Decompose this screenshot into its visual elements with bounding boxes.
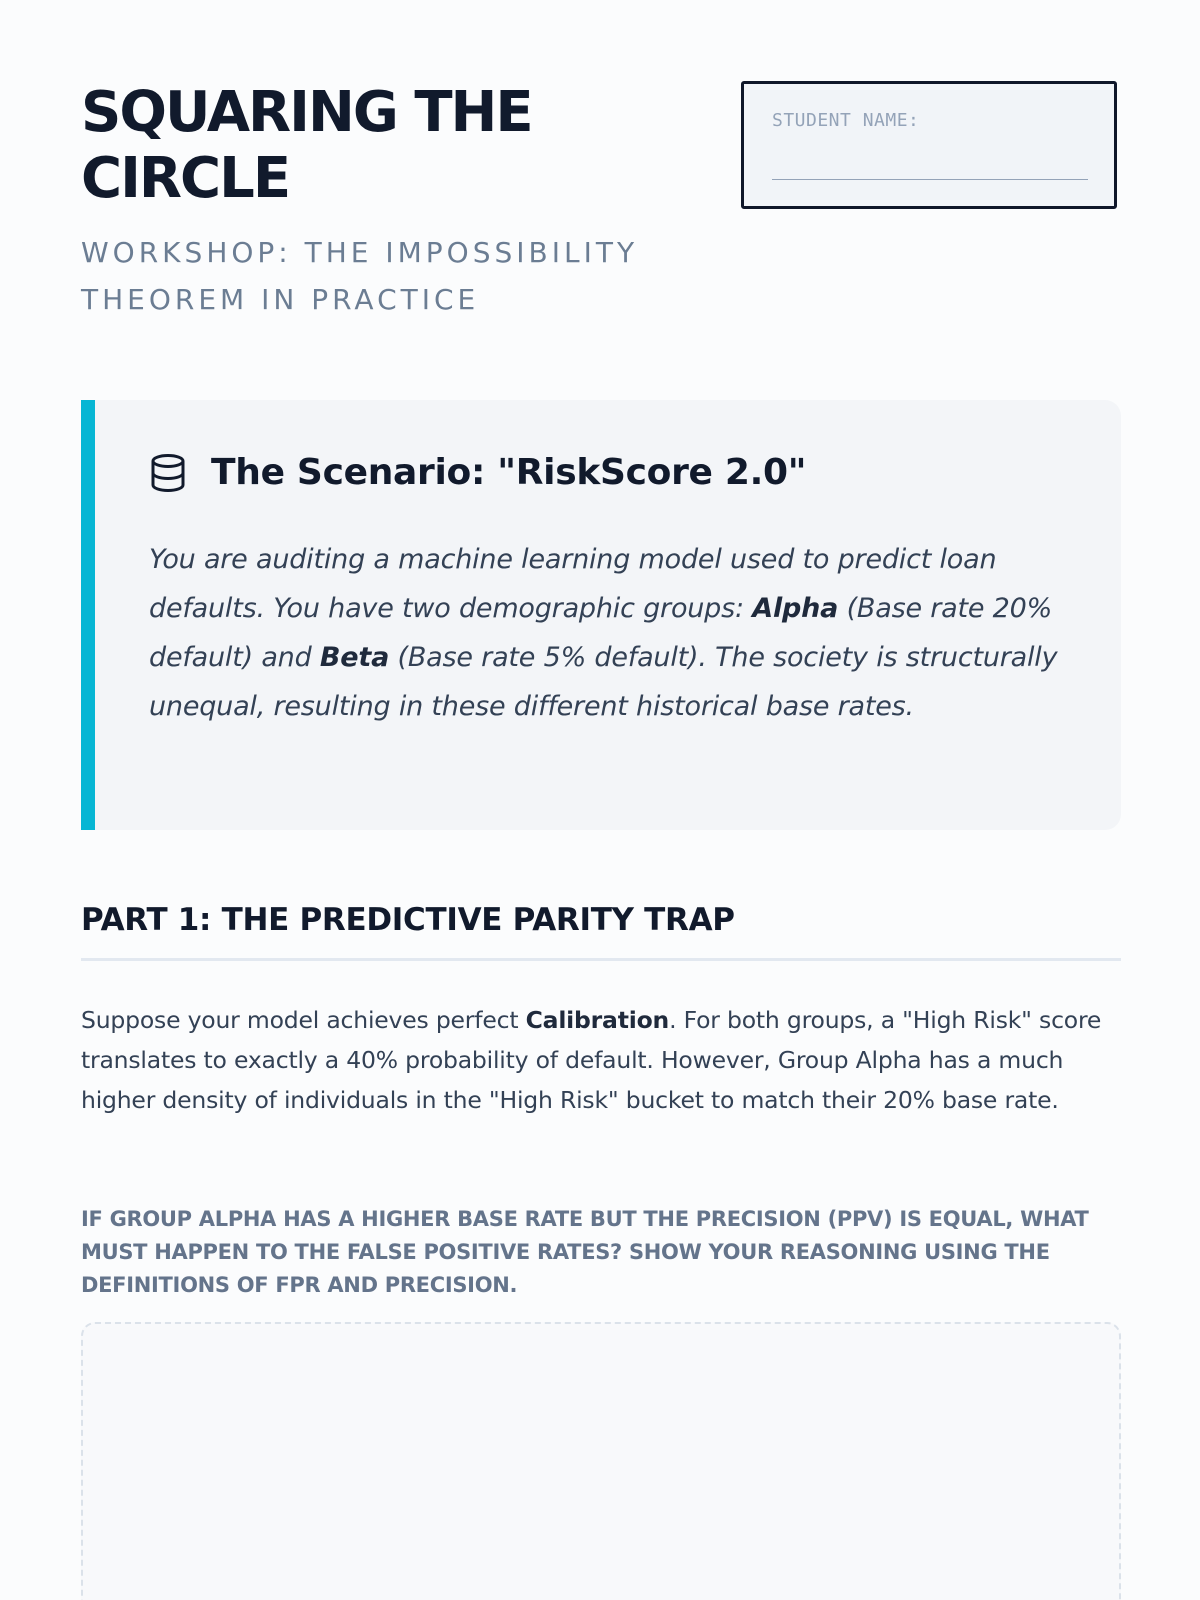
page-title: SQUARING THE CIRCLE: [81, 80, 532, 211]
scenario-text-1: You are auditing a machine learning model used to predict loan defaults. You have two demographic groups:: [149, 544, 997, 624]
scenario-text-2: (Base rate 20% default) and: [149, 593, 1053, 673]
calibration-term: Calibration: [525, 1006, 670, 1034]
answer-area[interactable]: [81, 1322, 1121, 1600]
database-icon: [149, 453, 187, 493]
worksheet-page: [81, 0, 1121, 1297]
page-subtitle: WORKSHOP: THE IMPOSSIBILITY THEOREM IN PRACTICE: [81, 236, 639, 316]
part1-heading: PART 1: THE PREDICTIVE PARITY TRAP: [81, 902, 735, 938]
part1-text-1: Suppose your model achieves perfect: [81, 1006, 526, 1034]
student-name-box[interactable]: [741, 81, 1117, 209]
part1-divider: [81, 958, 1121, 961]
group-beta-label: Beta: [319, 642, 390, 673]
scenario-description: [149, 535, 1064, 731]
scenario-card: [81, 400, 1121, 830]
part1-question: IF GROUP ALPHA HAS A HIGHER BASE RATE BUT THE PRECISION (PPV) IS EQUAL, WHAT MUST HAPPEN TO THE FALSE POSITIVE RATES? SHOW YOUR REASONING USING THE DEFINITIONS OF FPR AND PRECISION.: [81, 1207, 1089, 1297]
scenario-title: The Scenario: "RiskScore 2.0": [211, 452, 807, 493]
scenario-header: [149, 452, 806, 493]
student-name-label: STUDENT NAME:: [772, 110, 920, 131]
scenario-text-3: (Base rate 5% default). The society is structurally unequal, resulting in these different historical base rates.: [149, 642, 1058, 722]
group-alpha-label: Alpha: [752, 593, 839, 624]
worksheet-header: [81, 0, 1121, 400]
part1-text-2: . For both groups, a "High Risk" score translates to exactly a 40% probability of default. However, Group Alpha has a much higher density of individuals in the "High Risk" bucket to match their 20% base rate.: [81, 1006, 1102, 1114]
part1-description: [81, 1000, 1131, 1120]
student-name-line[interactable]: [772, 179, 1088, 180]
